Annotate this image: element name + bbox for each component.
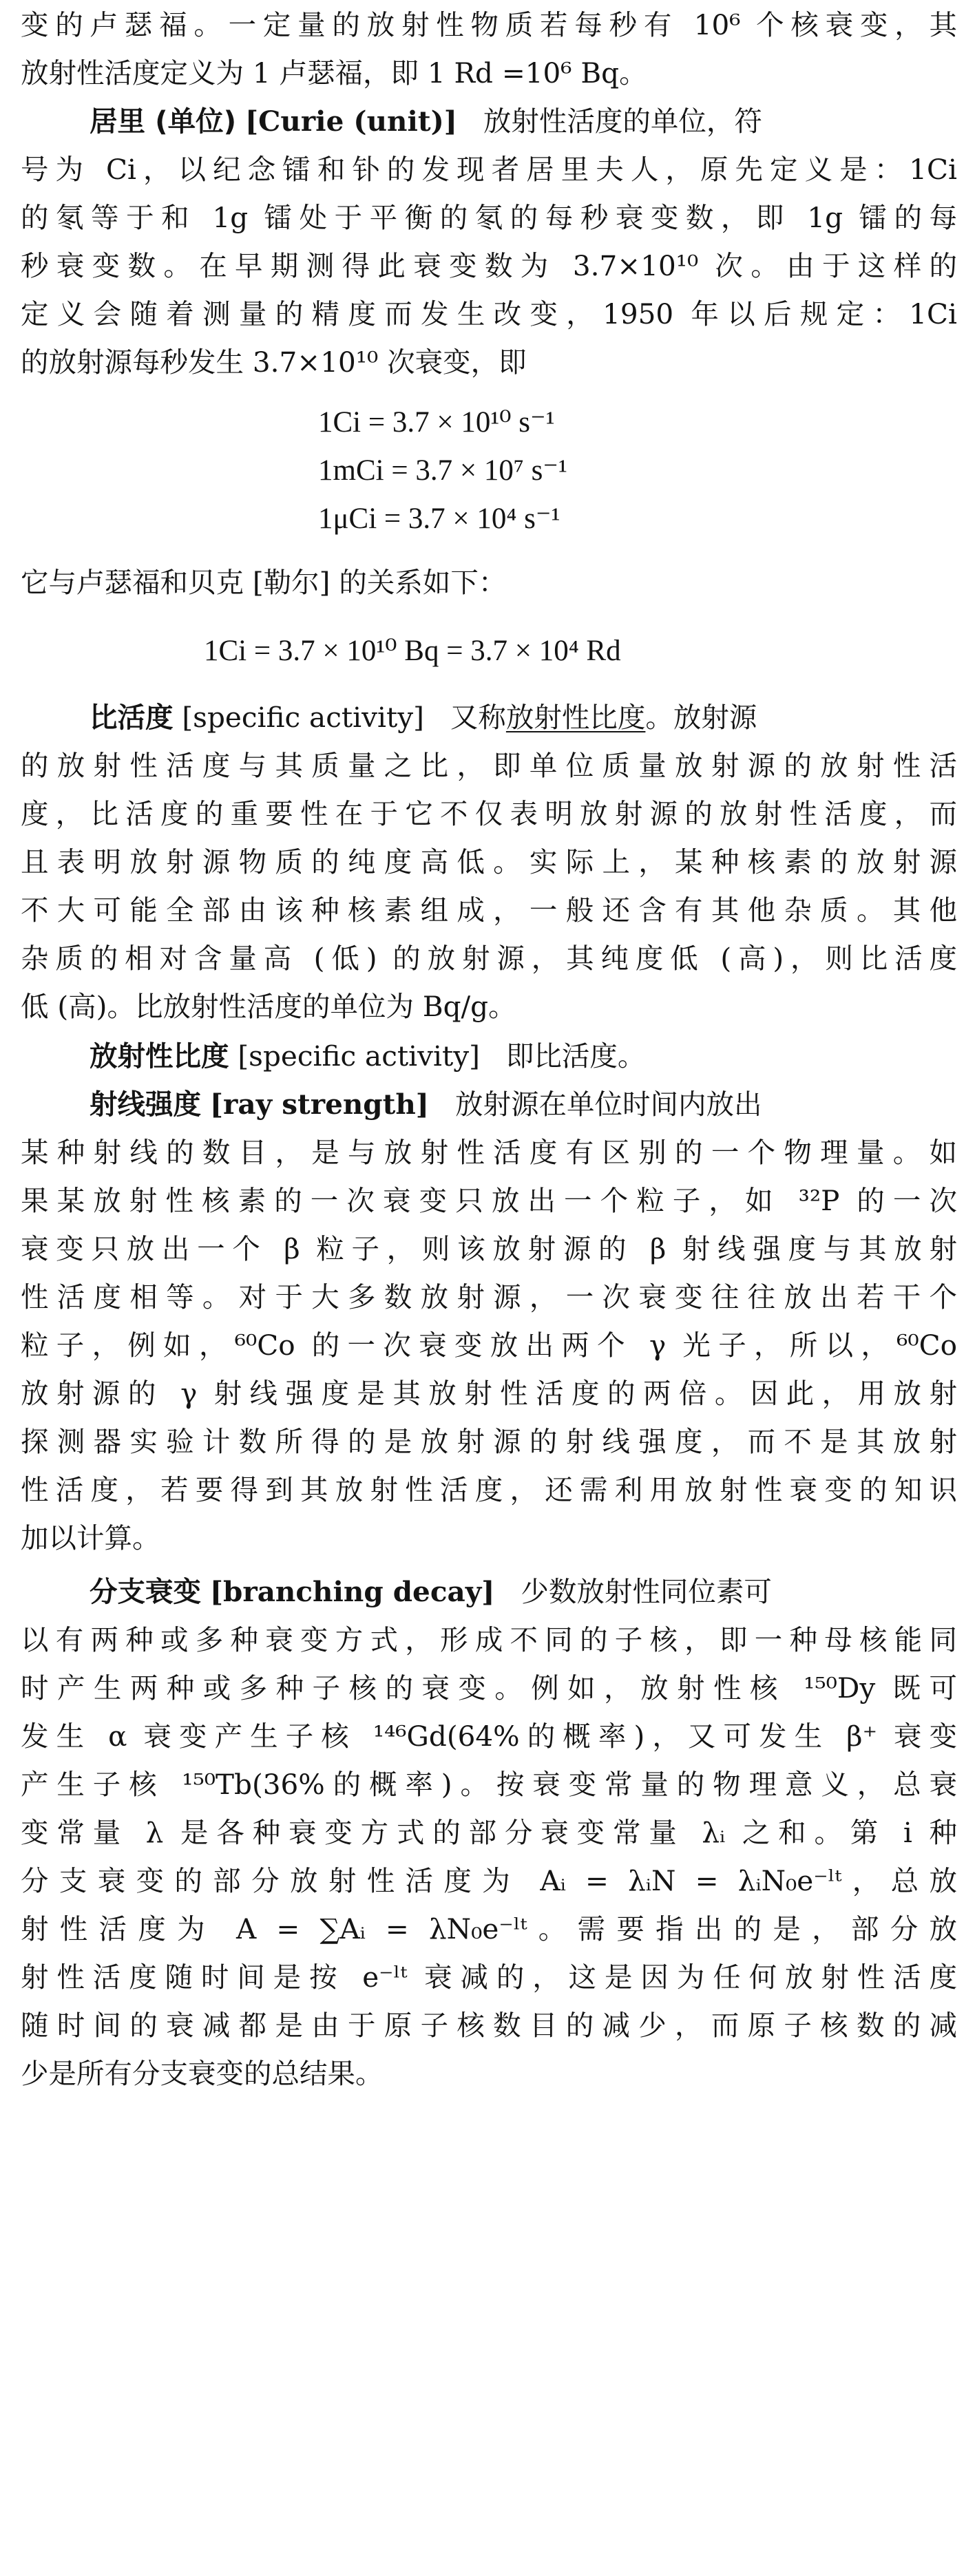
equation: 1mCi = 3.7 × 10⁷ s⁻¹ bbox=[318, 454, 567, 487]
text-line: 粒子，例如，⁶⁰Co 的一次衰变放出两个 γ 光子，所以，⁶⁰Co bbox=[21, 1329, 957, 1362]
text-line: 分支衰变的部分放射性活度为 Aᵢ = λᵢN = λᵢN₀e⁻ˡᵗ，总放 bbox=[21, 1864, 957, 1897]
text-line: 它与卢瑟福和贝克 [勒尔] 的关系如下： bbox=[21, 566, 507, 599]
entry-text: 又称 bbox=[450, 701, 506, 734]
text-line: 衰变只放出一个 β 粒子，则该放射源的 β 射线强度与其放射 bbox=[21, 1232, 957, 1265]
text-line: 的放射性活度与其质量之比，即单位质量放射源的放射性活 bbox=[21, 749, 957, 782]
equation: 1Ci = 3.7 × 10¹⁰ Bq = 3.7 × 10⁴ Rd bbox=[204, 635, 621, 667]
entry-text: 放射性活度的单位，符 bbox=[483, 105, 762, 138]
equation: 1Ci = 3.7 × 10¹⁰ s⁻¹ bbox=[318, 406, 555, 439]
text-line: 时产生两种或多种子核的衰变。例如，放射性核 ¹⁵⁰Dy 既可 bbox=[21, 1671, 957, 1704]
text-line: 射性活度随时间是按 e⁻ˡᵗ 衰减的，这是因为任何放射性活度 bbox=[21, 1961, 957, 1994]
entry-english-term: [ray strength] bbox=[209, 1088, 429, 1121]
entry-term: 分支衰变 bbox=[90, 1575, 201, 1608]
text-line: 的放射源每秒发生 3.7×10¹⁰ 次衰变，即 bbox=[21, 346, 527, 379]
text-line: 加以计算。 bbox=[21, 1521, 160, 1554]
text-line: 的氡等于和 1g 镭处于平衡的氡的每秒衰变数，即 1g 镭的每 bbox=[21, 201, 957, 234]
text-line: 发生 α 衰变产生子核 ¹⁴⁶Gd(64%的概率)，又可发生 β⁺ 衰变 bbox=[21, 1720, 957, 1753]
entry-english-term: [specific activity] bbox=[182, 701, 424, 734]
text-line: 度，比活度的重要性在于它不仅表明放射源的放射性活度，而 bbox=[21, 797, 957, 830]
text-line: 变常量 λ 是各种衰变方式的部分衰变常量 λᵢ 之和。第 i 种 bbox=[21, 1816, 957, 1849]
text-line: 定义会随着测量的精度而发生改变，1950 年以后规定：1Ci bbox=[21, 297, 957, 330]
entry-specific-activity-heading bbox=[90, 694, 957, 741]
text-line: 射性活度为 A = ∑Aᵢ = λN₀e⁻ˡᵗ。需要指出的是，部分放 bbox=[21, 1912, 957, 1945]
text-line: 产生子核 ¹⁵⁰Tb(36%的概率)。按衰变常量的物理意义，总衰 bbox=[21, 1768, 957, 1801]
text-line: 放射源的 γ 射线强度是其放射性活度的两倍。因此，用放射 bbox=[21, 1377, 957, 1410]
cross-reference-link[interactable]: 放射性比度 bbox=[505, 701, 646, 734]
text-line: 某种射线的数目，是与放射性活度有区别的一个物理量。如 bbox=[21, 1136, 957, 1169]
entry-curie-heading bbox=[90, 98, 957, 145]
entry-specific-activity-alias-heading bbox=[90, 1033, 957, 1079]
text-line: 性活度相等。对于大多数放射源，一次衰变往往放出若干个 bbox=[21, 1280, 957, 1313]
text-line: 性活度，若要得到其放射性活度，还需利用放射性衰变的知识 bbox=[21, 1473, 957, 1506]
text-line: 变的卢瑟福。一定量的放射性物质若每秒有 10⁶ 个核衰变，其 bbox=[21, 8, 957, 41]
text-line: 杂质的相对含量高 (低) 的放射源，其纯度低 (高)，则比活度 bbox=[21, 942, 957, 975]
entry-english-term: [specific activity] bbox=[238, 1039, 480, 1073]
text-line: 少是所有分支衰变的总结果。 bbox=[21, 2057, 384, 2090]
text-line: 以有两种或多种衰变方式，形成不同的子核，即一种母核能同 bbox=[21, 1623, 957, 1656]
text-line: 随时间的衰减都是由于原子核数目的减少，而原子核数的减 bbox=[21, 2009, 957, 2042]
text-line: 秒衰变数。在早期测得此衰变数为 3.7×10¹⁰ 次。由于这样的 bbox=[21, 249, 957, 282]
entry-term: 居里 (单位) bbox=[90, 105, 237, 138]
entry-text: 即比活度。 bbox=[505, 1039, 646, 1073]
text-line: 且表明放射源物质的纯度高低。实际上，某种核素的放射源 bbox=[21, 845, 957, 878]
entry-english-term: [Curie (unit)] bbox=[245, 105, 457, 138]
entry-branching-decay-heading bbox=[90, 1568, 957, 1615]
entry-term: 放射性比度 bbox=[90, 1039, 229, 1073]
text-line: 号为 Ci，以纪念镭和钋的发现者居里夫人，原先定义是：1Ci bbox=[21, 153, 957, 186]
entry-term: 射线强度 bbox=[90, 1088, 201, 1121]
entry-ray-strength-heading bbox=[90, 1081, 957, 1128]
entry-english-term: [branching decay] bbox=[209, 1575, 495, 1608]
entry-text: 少数放射性同位素可 bbox=[521, 1575, 772, 1608]
text-line: 果某放射性核素的一次衰变只放出一个粒子，如 ³²P 的一次 bbox=[21, 1184, 957, 1217]
text-line: 放射性活度定义为 1 卢瑟福，即 1 Rd =10⁶ Bq。 bbox=[21, 56, 647, 89]
entry-term: 比活度 bbox=[90, 701, 174, 734]
equation: 1μCi = 3.7 × 10⁴ s⁻¹ bbox=[318, 503, 560, 535]
text-line: 探测器实验计数所得的是放射源的射线强度，而不是其放射 bbox=[21, 1425, 957, 1458]
text-line: 不大可能全部由该种核素组成，一般还含有其他杂质。其他 bbox=[21, 894, 957, 927]
entry-text: 放射源在单位时间内放出 bbox=[454, 1088, 762, 1121]
text-line: 低 (高)。比放射性活度的单位为 Bq/g。 bbox=[21, 990, 516, 1023]
entry-text: 。放射源 bbox=[645, 701, 757, 734]
